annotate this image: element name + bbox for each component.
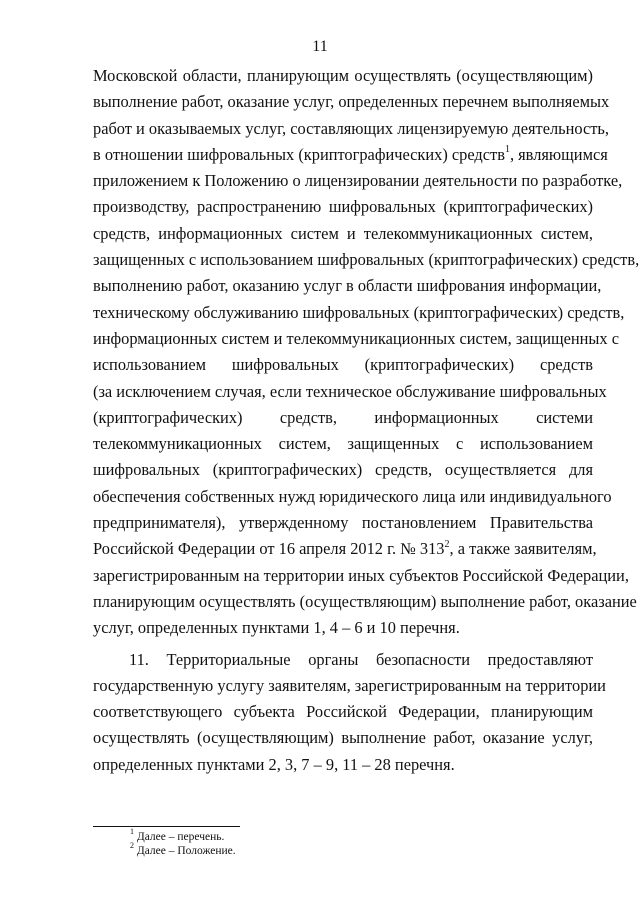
text-line: техническому обслуживанию шифровальных (криптографических) средств, [93,302,625,322]
footnote-text: Далее – Положение. [134,845,236,857]
text-line: использованием шифровальных (криптографических) средств [93,355,593,375]
footnote-1 [130,827,236,844]
text-segment: , являющимся [509,144,608,164]
text-line: телекоммуникационных систем, защищенных с использованием [93,434,593,454]
page-number: 11 [312,38,328,55]
footnote-divider [93,826,240,827]
text-line: Московской области, планирующим осуществлять (осуществляющим) [93,66,593,85]
text-line: государственную услугу заявителям, зарегистрированным на территории [93,675,606,695]
text-segment: Российской Федерации от 16 апреля 2012 г. № 313 [93,539,445,559]
text-line: предпринимателя), утвержденному постановлением Правительства [93,513,593,533]
text-line: услуг, определенных пунктами 1, 4 – 6 и 10 перечня. [93,618,460,638]
footnotes [130,827,236,858]
text-line: выполнение работ, оказание услуг, определенных перечнем выполняемых [93,92,610,112]
footnote-mark: 2 [130,841,134,851]
text-line: информационных систем и телекоммуникационных систем, защищенных с [93,328,619,348]
footnote-text: Далее – перечень. [134,831,225,843]
text-line: определенных пунктами 2, 3, 7 – 9, 11 – 28 перечня. [93,754,455,774]
body-text [93,63,640,778]
footnote-mark: 1 [130,827,134,837]
text-line: зарегистрированным на территории иных субъектов Российской Федерации, [93,565,629,585]
footnote-ref-1: 1 [504,144,510,156]
text-line: осуществлять (осуществляющим) выполнение работ, оказание услуг, [93,728,593,748]
text-segment: , а также заявителям, [449,539,597,559]
text-line: (криптографических) средств, информационных системи [93,407,593,427]
text-line: выполнению работ, оказанию услуг в области шифрования информации, [93,276,602,296]
text-line: соответствующего субъекта Российской Федерации, планирующим [93,702,593,722]
text-line: приложением к Положению о лицензировании деятельности по разработке, [93,171,623,191]
text-line: средств, информационных систем и телекоммуникационных систем, [93,223,593,243]
footnote-2 [130,841,236,858]
text-line-with-footnote-2 [93,536,597,562]
text-segment: в отношении шифровальных (криптографических) средств [93,144,505,164]
text-line: (за исключением случая, если техническое обслуживание шифровальных [93,381,607,401]
text-line: планирующим осуществлять (осуществляющим) выполнение работ, оказание [93,591,637,611]
text-line: защищенных с использованием шифровальных (криптографических) средств, [93,250,640,270]
text-line-with-footnote-1 [93,142,608,168]
text-line: 11. Территориальные органы безопасности предоставляют [129,649,593,669]
text-line: работ и оказываемых услуг, составляющих лицензируемую деятельность, [93,118,610,138]
text-line: обеспечения собственных нужд юридического лица или индивидуального [93,486,612,506]
text-line: шифровальных (криптографических) средств, осуществляется для [93,460,593,480]
footnote-ref-2: 2 [444,538,450,550]
text-line: производству, распространению шифровальных (криптографических) [93,197,593,217]
